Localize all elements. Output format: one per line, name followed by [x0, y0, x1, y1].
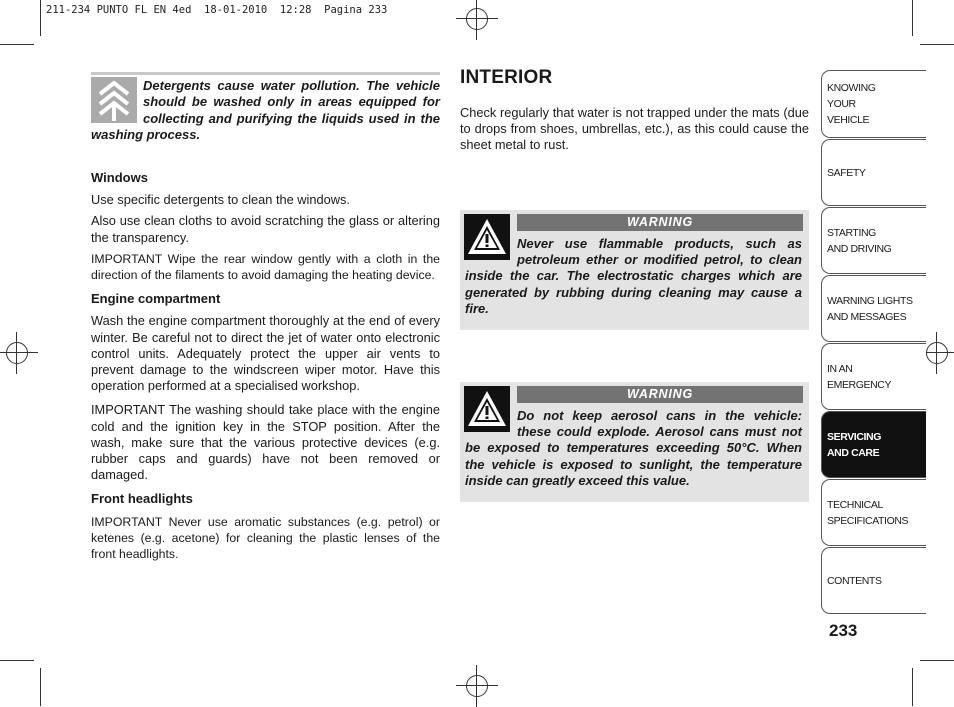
- crop-mark: [0, 660, 34, 661]
- windows-heading: Windows: [91, 170, 148, 185]
- warning-text: [465, 236, 802, 317]
- crop-mark: [40, 0, 41, 36]
- crop-mark: [920, 660, 954, 661]
- windows-paragraph: Use specific detergents to clean the windows.: [91, 192, 350, 208]
- warning-label: WARNING: [517, 214, 803, 231]
- tab-servicing-and-care[interactable]: SERVICING AND CARE: [821, 411, 926, 478]
- tab-warning-lights[interactable]: WARNING LIGHTS AND MESSAGES: [821, 275, 926, 342]
- warning-text-body: Never use flammable products, such as petroleum ether or modified petrol, to clean inside the car. The electrostatic charges which are generated by rubbing during cleaning may cause a fire.: [465, 236, 802, 316]
- crop-mark: [0, 44, 34, 45]
- tab-in-an-emergency[interactable]: IN AN EMERGENCY: [821, 343, 926, 410]
- crop-mark: [912, 668, 913, 706]
- tab-starting-and-driving[interactable]: STARTING AND DRIVING: [821, 207, 926, 274]
- engine-important: IMPORTANT The washing should take place with the engine cold and the ignition key in the STOP position. After the wash, make sure that the various protective devices (e.g. rubber caps and guards) have not been removed or damaged.: [91, 402, 440, 483]
- tab-safety[interactable]: SAFETY: [821, 139, 926, 206]
- warning-text-body: Do not keep aerosol cans in the vehicle: these could explode. Aerosol cans must not be exposed to temperatures exceeding 50°C. When the vehicle is exposed to sunlight, the temperature inside can greatly exceed this value.: [465, 408, 802, 488]
- tab-technical-specifications[interactable]: TECHNICAL SPECIFICATIONS: [821, 479, 926, 546]
- crop-mark: [912, 0, 913, 36]
- left-column: [91, 158, 440, 567]
- environment-note-text: Detergents cause water pollution. The vehicle should be washed only in areas equipped for collecting and purifying the liquids used in the washing process.: [91, 78, 440, 143]
- windows-important: IMPORTANT Wipe the rear window gently with a cloth in the direction of the filaments to avoid damaging the heating device.: [91, 251, 440, 283]
- windows-paragraph: Also use clean cloths to avoid scratching the glass or altering the transparency.: [91, 213, 440, 245]
- warning-label: WARNING: [517, 386, 803, 403]
- tab-knowing-your-vehicle[interactable]: KNOWING YOUR VEHICLE: [821, 70, 926, 138]
- tab-contents[interactable]: CONTENTS: [821, 547, 926, 614]
- warning-box: [460, 210, 809, 330]
- interior-intro: Check regularly that water is not trapped under the mats (due to drops from shoes, umbrellas, etc.), as this could cause the sheet metal to rust.: [460, 105, 809, 153]
- warning-text: [465, 408, 802, 489]
- headlights-heading: Front headlights: [91, 491, 193, 507]
- engine-paragraph: Wash the engine compartment thoroughly at the end of every winter. Be careful not to direct the jet of water onto electronic control units. Adequately protect the upper air vents to prevent damage to the windscreen wiper motor. Have this operation performed at a specialised workshop.: [91, 313, 440, 394]
- print-header: 211-234 PUNTO FL EN 4ed 18-01-2010 12:28 Pagina 233: [46, 4, 388, 16]
- crop-mark: [40, 668, 41, 706]
- registration-mark: [462, 4, 492, 34]
- note-divider: [91, 72, 440, 75]
- engine-heading: Engine compartment: [91, 291, 221, 307]
- crop-mark: [920, 44, 954, 45]
- environment-note: [91, 78, 440, 144]
- section-title: INTERIOR: [460, 67, 553, 88]
- page-number: 233: [829, 621, 858, 640]
- registration-mark: [922, 338, 952, 368]
- registration-mark: [462, 671, 492, 701]
- warning-box: [460, 382, 809, 502]
- registration-mark: [2, 338, 32, 368]
- headlights-important: IMPORTANT Never use aromatic substances (e.g. petrol) or ketenes (e.g. acetone) for cleaning the plastic lenses of the front headlights.: [91, 514, 440, 562]
